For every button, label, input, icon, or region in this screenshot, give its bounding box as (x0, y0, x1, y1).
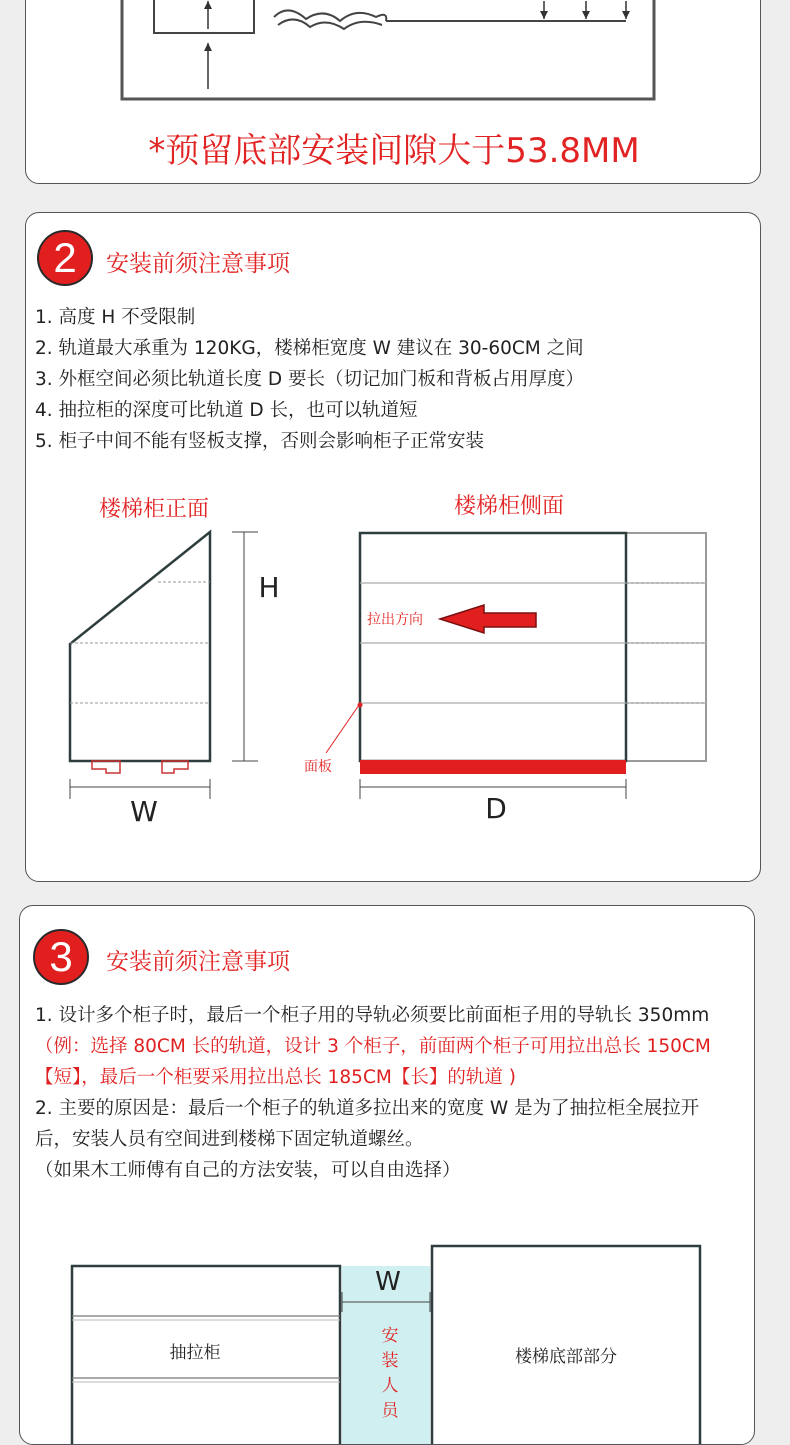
installer-char: 员 (381, 1401, 399, 1421)
example-line: （例：选择 80CM 长的轨道，设计 3 个柜子，前面两个柜子可用拉出总长 150CM (35, 1036, 711, 1057)
drawer-cabinet-label: 抽拉柜 (169, 1343, 221, 1363)
installation-space-diagram (20, 1206, 755, 1445)
section-title: 安装前须注意事项 (106, 251, 290, 277)
example-line: 【短】，最后一个柜要采用拉出总长 185CM【长】的轨道 ) (35, 1067, 516, 1088)
front-panel-strip (360, 760, 626, 774)
front-foot-left (92, 761, 120, 773)
note-line: 后，安装人员有空间进到楼梯下固定轨道螺丝。 (35, 1129, 424, 1150)
side-view-title: 楼梯柜侧面 (453, 494, 565, 519)
pull-direction-label: 拉出方向 (367, 612, 423, 628)
section3-card (19, 905, 755, 1445)
section-number-badge: 2 (37, 230, 93, 286)
bottom-gap-note: *预留底部安装间隙大于53.8MM (148, 131, 640, 171)
note-item: 2. 轨道最大承重为 120KG，楼梯柜宽度 W 建议在 30-60CM 之间 (35, 338, 584, 359)
note-line: 2. 主要的原因是：最后一个柜子的轨道多拉出来的宽度 W 是为了抽拉柜全展拉开 (35, 1098, 700, 1119)
note-line: 1. 设计多个柜子时，最后一个柜子用的导轨必须要比前面柜子用的导轨长 350mm (35, 1005, 710, 1026)
side-cabinet-outline (360, 533, 626, 761)
note-item: 3. 外框空间必须比轨道长度 D 要长（切记加门板和背板占用厚度） (35, 369, 585, 390)
height-label: H (258, 571, 280, 604)
side-rail-outline (626, 533, 706, 761)
stair-bottom-label: 楼梯底部部分 (515, 1347, 617, 1367)
stair-bottom-outline (432, 1246, 700, 1445)
section-number-badge: 3 (33, 929, 89, 985)
installer-char: 人 (381, 1376, 399, 1396)
front-foot-right (162, 761, 188, 773)
width-label: W (130, 795, 158, 828)
section-title: 安装前须注意事项 (106, 949, 290, 975)
note-item: 1. 高度 H 不受限制 (35, 307, 196, 328)
section2-card (25, 212, 761, 882)
note-line: （如果木工师傅有自己的方法安装，可以自由选择） (35, 1160, 461, 1181)
front-cabinet-outline (70, 532, 210, 761)
installer-char: 安 (381, 1326, 399, 1346)
section1-card (25, 0, 761, 184)
gap-width-label: W (375, 1267, 401, 1297)
front-view-title: 楼梯柜正面 (98, 497, 210, 522)
pull-direction-arrow (440, 605, 536, 633)
note-item: 5. 柜子中间不能有竖板支撑，否则会影响柜子正常安装 (35, 431, 485, 452)
note-item: 4. 抽拉柜的深度可比轨道 D 长，也可以轨道短 (35, 400, 418, 421)
panel-pointer (326, 705, 359, 753)
bottom-gap-sketch (26, 0, 761, 111)
depth-label: D (485, 792, 507, 825)
installer-char: 装 (381, 1351, 399, 1371)
stair-cabinet-diagram (26, 453, 761, 873)
panel-label: 面板 (304, 759, 332, 775)
